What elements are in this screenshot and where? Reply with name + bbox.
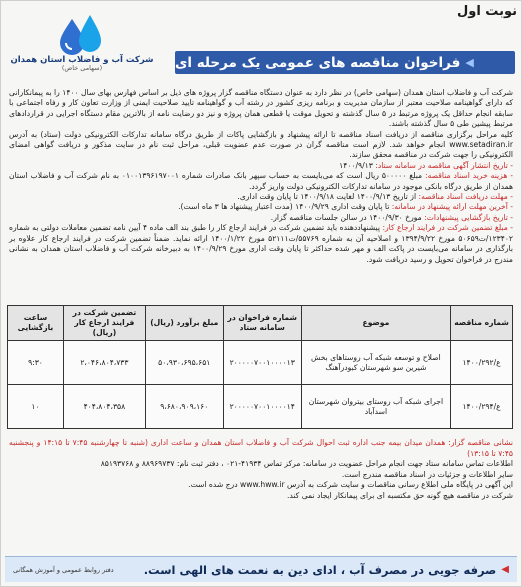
detail-value: مبلغ ۵۰۰۰۰۰ ریال است که می‌بایست به حساب سپهر بانک صادرات شماره ۰۱۰۰۱۳۹۶۱۹۷۰۰۱ به نام شرکت آب و فاضلاب استان همدان از طریق درگاه بانکی موجود در سامانه تدارکات الکترونیکی دولت واریز گردد. (9, 171, 513, 191)
detail-value: پیشنهاددهنده باید تضمین شرکت در فرایند ارجاع کار را طبق بند الف ماده ۴ آیین نامه تضمین معاملات دولتی به شماره ۱۲۳۴۰۲/ت۵۰۶۵۹ مورخ ۱۳۹۴/۹/۲۲ و اصلاحیه آن به شماره ۵۵۷۶۹/ت۵۲۱۱۱ مورخ ۱۴۰۰/۱/۲۲ ارائه نماید. ضمناً تضمین شرکت در فرایند ارجاع کار علاوه بر بارگذاری در سامانه می‌بایست در پاکت الف و مهر شده حداکثر تا پایان وقت اداری مورخ ۱۴۰۰/۹/۲۹ به دبیرخانه شرکت آب و فاضلاب استان همدان به نشانی مندرج در فراخوان تحویل و رسید دریافت شود. (9, 223, 513, 264)
table-row (8, 341, 513, 385)
col-header-guarantee: تضمین شرکت در فرایند ارجاع کار (ریال) (63, 306, 145, 341)
notice-title: فراخوان مناقصه های عمومی یک مرحله ای (175, 54, 461, 71)
notice-body (9, 88, 513, 265)
triangle-bullet-icon: ◀ (465, 56, 474, 69)
cell-subject: اصلاح و توسعه شبکه آب روستاهای بخش شیرین سو شهرستان کبودرآهنگ (301, 341, 450, 385)
cell-number: ع/۱۴۰۰/۲۹۴ (451, 385, 513, 429)
detail-item (9, 171, 513, 192)
footer-disclaimer: شرکت در مناقصه هیچ گونه حق مکتسبه ای برای پیمانکار ایجاد نمی کند. (286, 490, 513, 500)
detail-label: - تاریخ بازگشایی پیشنهادات: (424, 212, 513, 222)
detail-value: تا پایان وقت اداری ۱۴۰۰/۹/۲۹ (مدت اعتبار پیشنهاد ها ۳ ماه است). (178, 202, 390, 212)
col-header-number: شماره مناقصه (451, 306, 513, 341)
intro-paragraph-2: کلیه مراحل برگزاری مناقصه از دریافت اسناد مناقصه تا ارائه پیشنهاد و بازگشایی پاکات از طریق درگاه سامانه تدارکات الکترونیکی دولت (ستاد) به آدرس www.setadiran.ir انجام خواهد شد. لازم است مناقصه گران در صورت عدم عضویت قبلی، مراحل ثبت نام در سایت مذکور و دریافت گواهی امضای الکترونیکی را جهت شرکت در مناقصه محقق سازند. (9, 129, 513, 160)
notice-title-bar (175, 51, 515, 74)
detail-label: - هزینه خرید اسناد مناقصه: (425, 171, 513, 181)
cell-subject: اجرای شبکه آب روستای بیتروان شهرستان اسدآباد (301, 385, 450, 429)
notice-footer (9, 438, 513, 502)
cell-call-number: ۲۰۰۰۰۰۷۰۰۱۰۰۰۰۱۳ (223, 341, 301, 385)
detail-label: - آخرین مهلت ارائه پیشنهاد در سامانه: (391, 202, 513, 212)
tender-table (7, 305, 513, 429)
details-list (9, 161, 513, 265)
footer-contact: اطلاعات تماس سامانه ستاد جهت انجام مراحل عضویت در سامانه: مرکز تماس ۴۱۹۳۴-۰۲۱ ، دفتر ثبت نام: ۸۸۹۶۹۷۳۷ و ۸۵۱۹۳۷۶۸ (100, 459, 513, 469)
table-row (8, 385, 513, 429)
cell-estimate: ۵۰،۹۳۰،۶۹۵،۶۵۱ (145, 341, 223, 385)
cell-estimate: ۹،۶۸۰،۹۰۹،۱۶۰ (145, 385, 223, 429)
company-type: (سهامی خاص) (61, 64, 103, 73)
col-header-time: ساعت بازگشایی (8, 306, 64, 341)
cell-guarantee: ۲،۰۴۶،۸۰۴،۷۳۳ (63, 341, 145, 385)
cell-time: ۹:۳۰ (8, 341, 64, 385)
detail-value: مورخ ۱۴۰۰/۹/۳۰ در سالن جلسات مناقصه گزار. (270, 212, 422, 222)
cell-guarantee: ۴۰۴،۸۰۴،۳۵۸ (63, 385, 145, 429)
table-header-row (8, 306, 513, 341)
cell-call-number: ۲۰۰۰۰۰۷۰۰۱۰۰۰۰۱۴ (223, 385, 301, 429)
footer-publication: این آگهی در پایگاه ملی اطلاع رسانی مناقصات و سایت شرکت به آدرس www.hww.ir درج شده است. (188, 480, 513, 490)
col-header-call-number: شماره فراخوان در سامانه ستاد (223, 306, 301, 341)
slogan-bar (5, 556, 517, 582)
company-name: شرکت آب و فاضلاب استان همدان (10, 55, 154, 65)
detail-label: - مبلغ تضمین شرکت در فرایند ارجاع کار: (382, 223, 514, 233)
detail-item (9, 223, 513, 265)
cell-time: ۱۰ (8, 385, 64, 429)
detail-label: - مهلت دریافت اسناد مناقصه: (418, 192, 513, 202)
detail-item (9, 202, 513, 212)
pr-department: دفتر روابط عمومی و آموزش همگانی (13, 565, 114, 574)
round-label: نوبت اول (456, 4, 517, 19)
detail-item (9, 161, 513, 171)
detail-item (9, 192, 513, 202)
detail-value: ۱۴۰۰/۹/۱۳ (339, 160, 373, 170)
detail-label: - تاریخ انتشار آگهی مناقصه در سامانه ستاد: (375, 160, 513, 170)
detail-item (9, 213, 513, 223)
footer-more-info: سایر اطلاعات و جزئیات در اسناد مناقصه مندرج است. (341, 469, 513, 479)
intro-paragraph-1: شرکت آب و فاضلاب استان همدان (سهامی خاص) در نظر دارد به عنوان دستگاه مناقصه گزار پروژه های ذیل بر اساس فهارس بهای سال ۱۴۰۰ را به پیمانکارانی که دارای گواهینامه صلاحیت معتبر از سازمان مدیریت و برنامه ریزی کشور در رشته آب و گواهینامه تایید صلاحیت ایمنی از وزارت تعاون کار و رفاه اجتماعی با سابقه انجام حداقل یک پروژه مرتبط در ۵ سال گذشته و تحویل موقت یا قطعی همان پروژه و نیز دو رضایت نامه از بالاترین مقام دستگاه اجرایی در قراردادهای مرتبط پیشین طی ۵ سال گذشته باشند. (9, 88, 513, 129)
slogan (144, 563, 509, 577)
cell-number: ع/۱۴۰۰/۲۹۲ (451, 341, 513, 385)
col-header-subject: موضوع (301, 306, 450, 341)
col-header-estimate: مبلغ برآورد (ریال) (145, 306, 223, 341)
footer-address: نشانی مناقصه گزار: همدان میدان بیمه جنب اداره ثبت احوال شرکت آب و فاضلاب استان همدان و ساعت اداری (شنبه تا چهارشنبه ۷:۴۵ تا ۱۴:۱۵ و پنجشنبه ۷:۴۵ تا ۱۳:۱۵) (9, 438, 513, 458)
slogan-text: صرفه جویی در مصرف آب ، ادای دین به نعمت های الهی است. (143, 562, 497, 577)
water-drops-logo-icon (52, 13, 112, 55)
company-logo (7, 13, 157, 85)
arrow-bullet-icon: ◀ (501, 564, 509, 575)
detail-value: از تاریخ ۱۴۰۰/۹/۱۳ لغایت ۱۴۰۰/۹/۱۸ تا پایان وقت اداری. (237, 192, 417, 202)
